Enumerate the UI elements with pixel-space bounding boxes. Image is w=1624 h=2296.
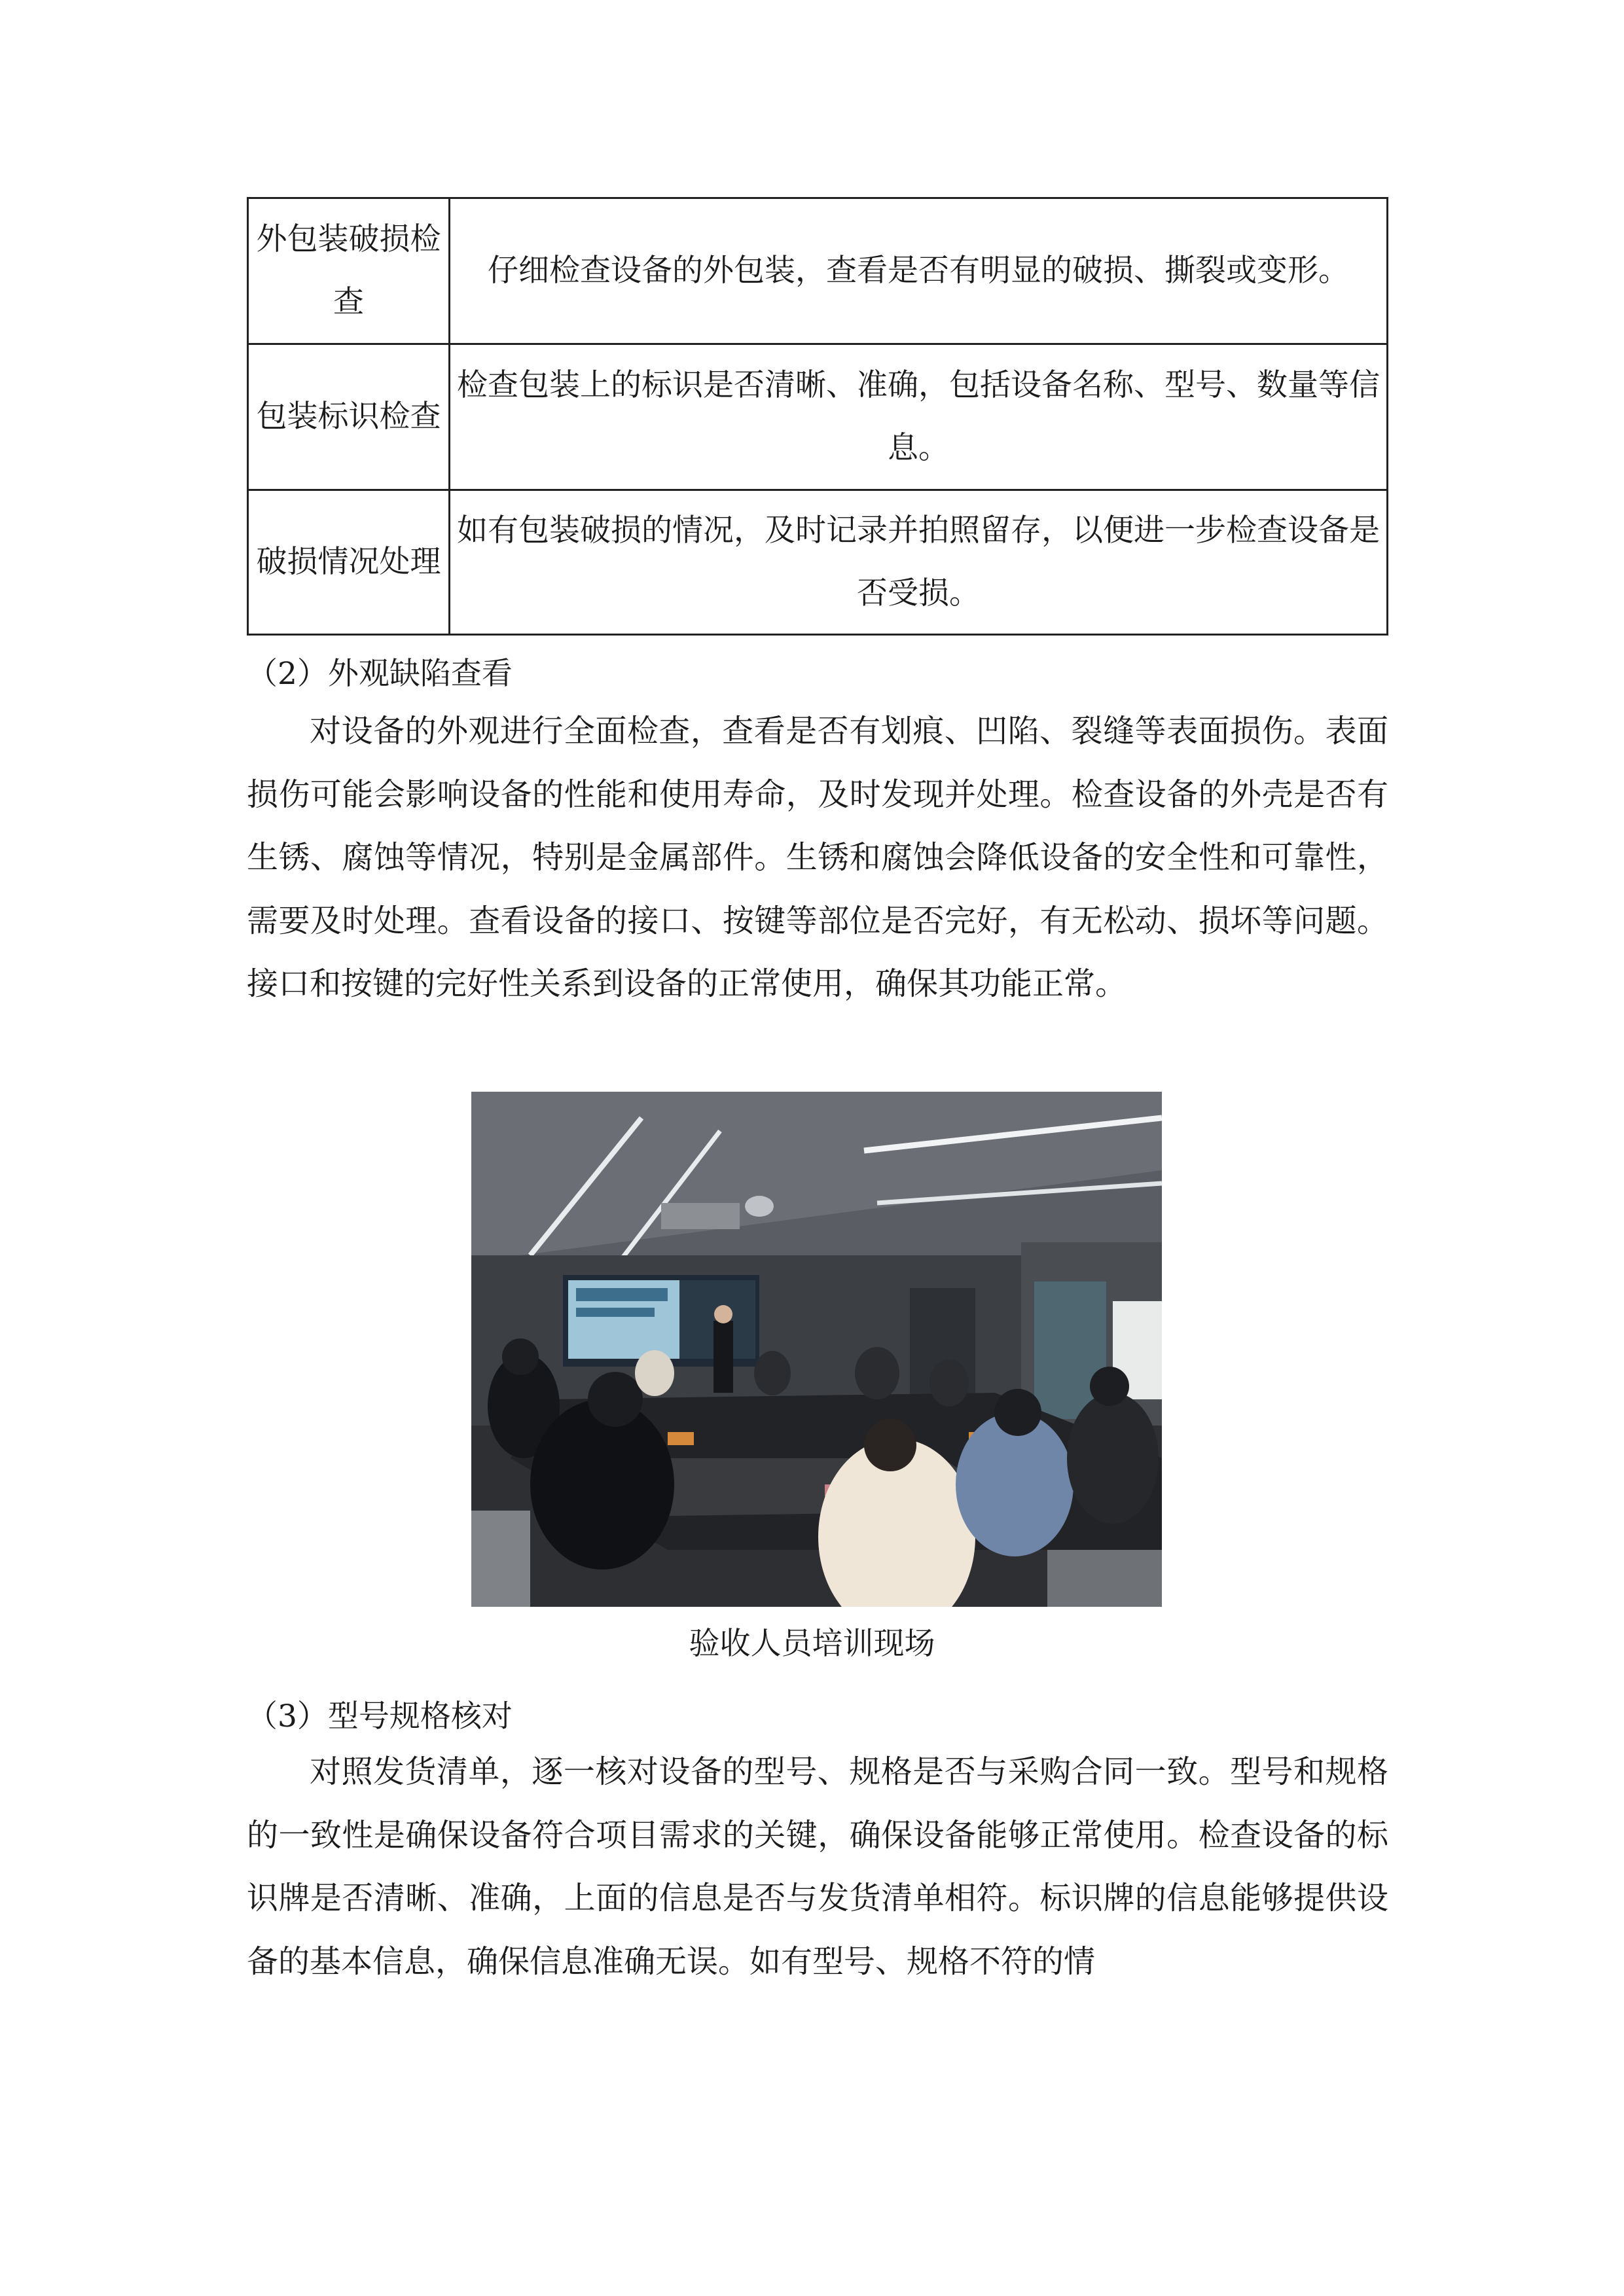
section-heading: （3）型号规格核对 bbox=[247, 1698, 513, 1734]
table-row bbox=[248, 344, 1388, 490]
table-row bbox=[248, 198, 1388, 344]
row-content: 仔细检查设备的外包装，查看是否有明显的破损、撕裂或变形。 bbox=[450, 198, 1388, 344]
row-content: 如有包装破损的情况，及时记录并拍照留存，以便进一步检查设备是否受损。 bbox=[450, 490, 1388, 635]
row-content: 检查包装上的标识是否清晰、准确，包括设备名称、型号、数量等信息。 bbox=[450, 344, 1388, 490]
section-heading: （2）外观缺陷查看 bbox=[247, 656, 513, 692]
inspection-table bbox=[247, 197, 1388, 636]
section-paragraph: 对设备的外观进行全面检查，查看是否有划痕、凹陷、裂缝等表面损伤。表面损伤可能会影响设备的性能和使用寿命，及时发现并处理。检查设备的外壳是否有生锈、腐蚀等情况，特别是金属部件。生锈和腐蚀会降低设备的安全性和可靠性，需要及时处理。查看设备的接口、按键等部位是否完好，有无松动、损坏等问题。接口和按键的完好性关系到设备的正常使用，确保其功能正常。 bbox=[247, 713, 1388, 1002]
row-label: 包装标识检查 bbox=[248, 344, 450, 490]
row-label: 外包装破损检查 bbox=[248, 198, 450, 344]
row-label: 破损情况处理 bbox=[248, 490, 450, 635]
section-paragraph: 对照发货清单，逐一核对设备的型号、规格是否与采购合同一致。型号和规格的一致性是确保设备符合项目需求的关键，确保设备能够正常使用。检查设备的标识牌是否清晰、准确，上面的信息是否与发货清单相符。标识牌的信息能够提供设备的基本信息，确保信息准确无误。如有型号、规格不符的情 bbox=[247, 1753, 1388, 1980]
table-row bbox=[248, 490, 1388, 635]
meeting-photo bbox=[471, 1092, 1162, 1607]
photo-caption: 验收人员培训现场 bbox=[689, 1626, 935, 1662]
